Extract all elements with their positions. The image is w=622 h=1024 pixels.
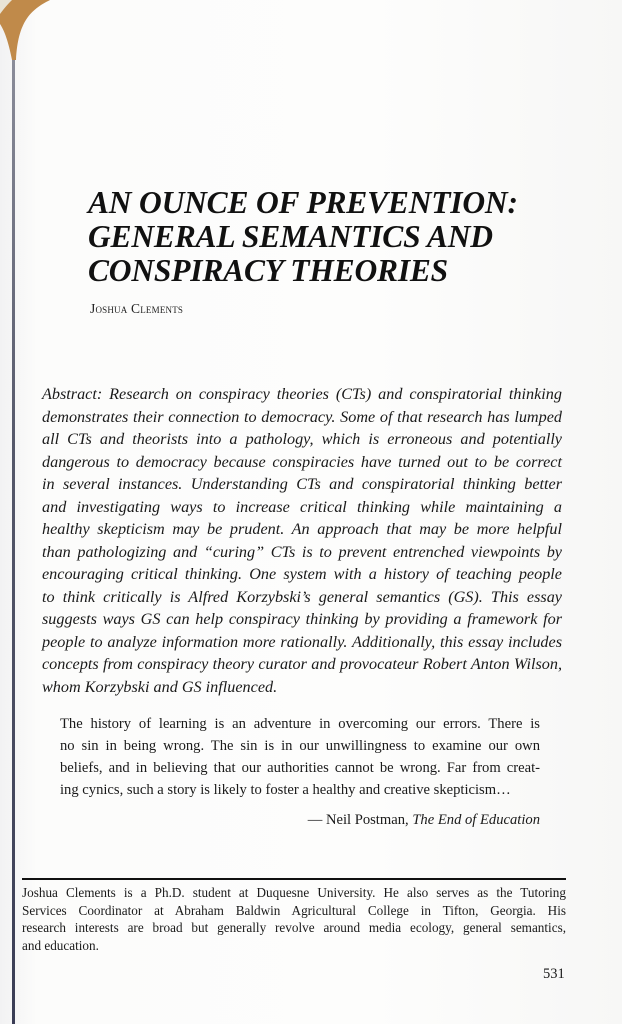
abstract-line: Abstract: Research on conspiracy theories (CTs) and conspiratorial thinking [42, 385, 562, 403]
author-bio [22, 884, 566, 954]
bio-line: Joshua Clements is a Ph.D. student at Duquesne University. He also serves as the Tutoring [22, 885, 566, 900]
abstract-line: concepts from conspiracy theory curator and provocateur Robert Anton Wilson, [42, 655, 562, 673]
abstract-line: dangerous to democracy because conspiracies have turned out to be correct [42, 452, 562, 471]
abstract-line: to think critically is Alfred Korzybski’s general semantics (GS). This essay [42, 587, 562, 606]
title-line: CONSPIRACY THEORIES [88, 253, 449, 288]
bio-line: research interests are broad but generally revolve around media ecology, general semantics, [22, 920, 566, 935]
article-author: Joshua Clements [90, 301, 184, 316]
abstract-line: demonstrates their connection to democracy. Some of that research has lumped [42, 407, 562, 426]
abstract-line: than pathologizing and “curing” CTs is to prevent entrenched viewpoints by [42, 542, 562, 561]
book-cover-corner [0, 0, 50, 60]
abstract-line: whom Korzybski and GS influenced. [42, 677, 278, 696]
epigraph-line: no sin in being wrong. The sin is in our unwillingness to examine our own [60, 738, 540, 754]
abstract-line: healthy skepticism may be prudent. An approach that may be more helpful [42, 520, 562, 538]
abstract-line: people to analyze information more rationally. Additionally, this essay includes [42, 632, 562, 651]
attribution-work: The End of Education [412, 812, 540, 828]
epigraph-quote [60, 713, 540, 801]
abstract-line: suggests ways GS can help conspiracy thinking by providing a framework for [42, 610, 562, 628]
page-number: 531 [543, 966, 565, 982]
abstract-line: all CTs and theorists into a pathology, which is erroneous and potentially [42, 430, 562, 448]
title-line: AN OUNCE OF PREVENTION: [88, 185, 518, 220]
title-line: GENERAL SEMANTICS AND [88, 219, 493, 254]
attribution-author: — Neil Postman, [307, 812, 409, 828]
epigraph-attribution [308, 812, 540, 829]
article-title [88, 186, 558, 288]
abstract [42, 383, 562, 698]
footnote-divider [22, 878, 566, 880]
abstract-line: and investigating ways to increase critical thinking while maintaining a [42, 497, 562, 516]
abstract-line: in several instances. Understanding CTs and conspiratorial thinking better [42, 475, 562, 493]
epigraph-line: beliefs, and in believing that our authorities cannot be wrong. Far from creat- [60, 760, 540, 776]
page-spine-edge [12, 60, 15, 1024]
bio-line: and education. [22, 937, 99, 953]
abstract-line: encouraging critical thinking. One system with a history of teaching people [42, 565, 562, 583]
epigraph-line: The history of learning is an adventure in overcoming our errors. There is [60, 716, 540, 732]
epigraph-line: ing cynics, such a story is likely to foster a healthy and creative skepticism… [60, 782, 511, 798]
bio-line: Services Coordinator at Abraham Baldwin Agricultural College in Tifton, Georgia. His [22, 902, 566, 918]
